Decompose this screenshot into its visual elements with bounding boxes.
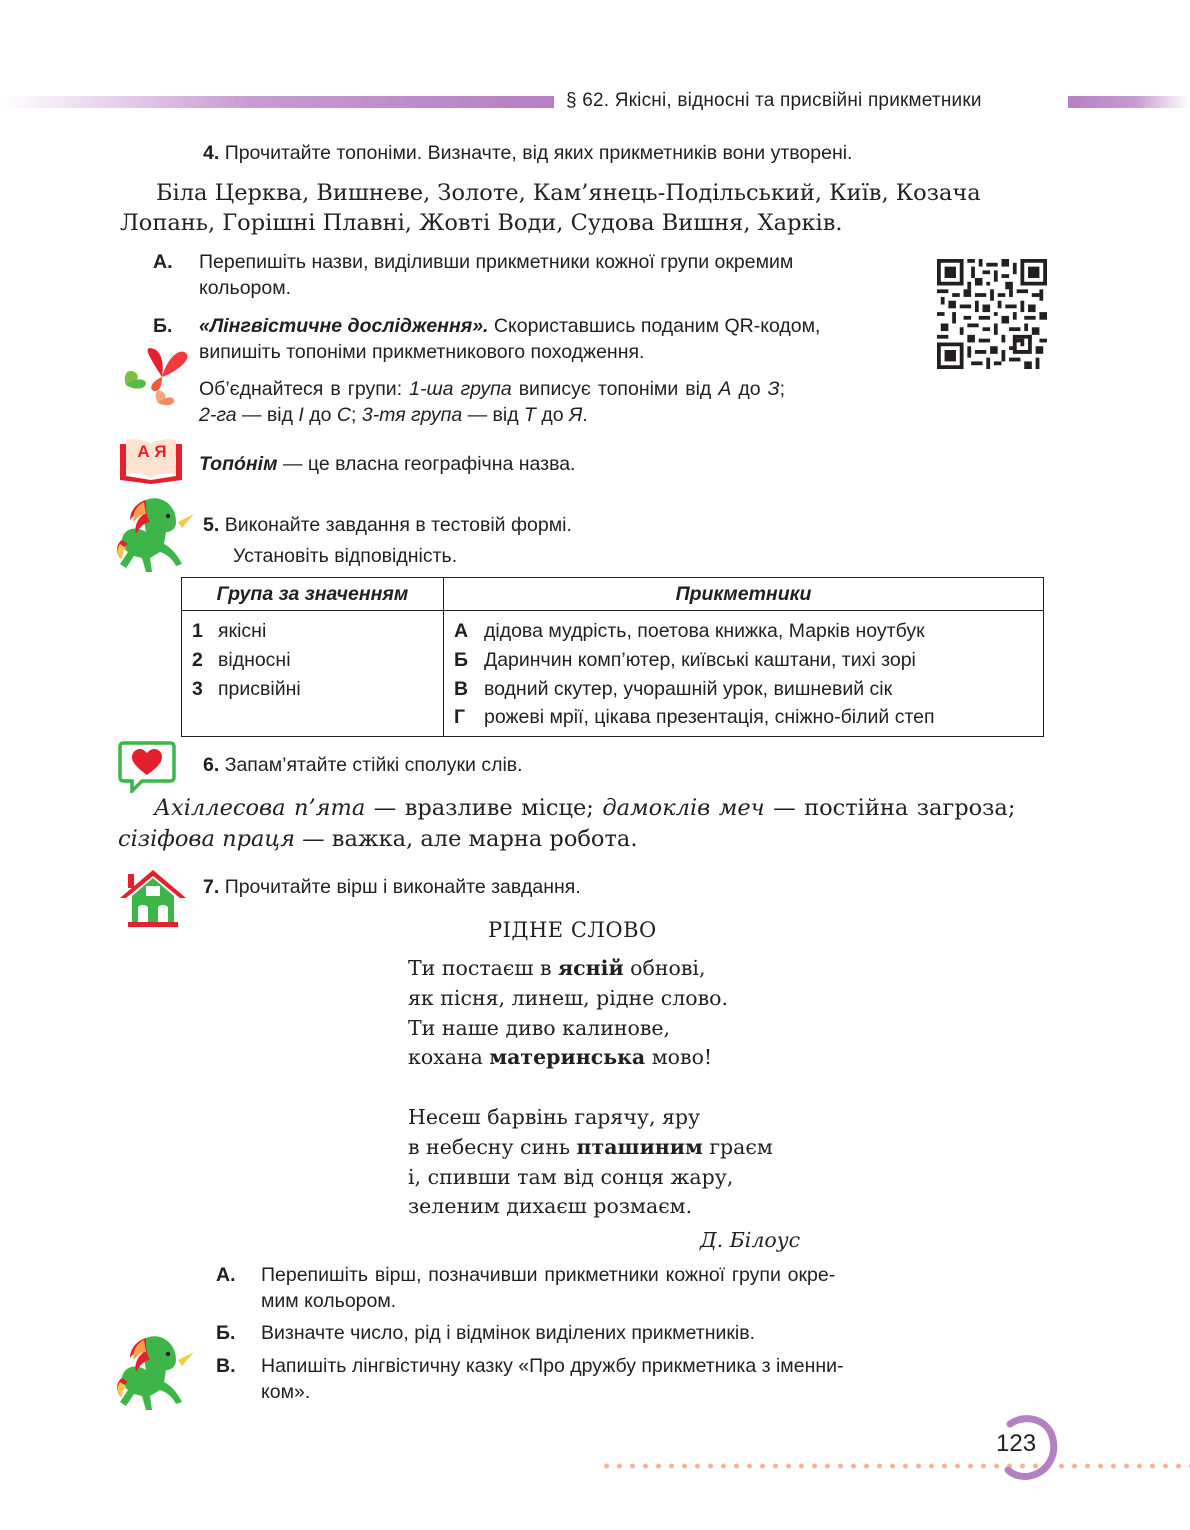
task6-instruction	[203, 752, 523, 778]
options-cell	[444, 611, 1044, 737]
task-instruction: Виконайте завдання в тестовій формі.	[224, 514, 572, 536]
list-item	[454, 646, 1035, 675]
task-number: 4.	[203, 142, 220, 164]
text: Т	[524, 404, 536, 426]
text: граєм	[702, 1134, 773, 1159]
list-item	[192, 675, 435, 704]
subtask-text: Скориставшись поданим QR-кодом,	[488, 315, 821, 337]
text: 3-тя група	[361, 404, 463, 426]
text: мово!	[645, 1045, 713, 1070]
text: в небесну синь	[408, 1134, 577, 1159]
header-bar-right	[1068, 96, 1190, 108]
subtask-text: Визначте число, рід і відмінок виділених прикметників.	[261, 1322, 756, 1344]
subtask-text: випишіть топоніми прикметникового походження.	[199, 341, 645, 363]
text: до	[731, 378, 768, 400]
table-row	[182, 611, 1044, 737]
subtask-letter: А.	[216, 1264, 236, 1286]
text: — від	[462, 404, 525, 426]
list-item	[192, 617, 435, 646]
toponym-definition	[199, 451, 575, 477]
highlighted-word: пташиним	[576, 1134, 703, 1159]
task4-instruction-line	[203, 140, 852, 166]
text: Об’єднайтеся в групи:	[199, 378, 410, 400]
item-letter: В	[454, 677, 469, 700]
unicorn-icon	[116, 1330, 196, 1414]
idiom-meaning: — постійна загроза;	[764, 795, 1016, 821]
highlighted-word: ясній	[558, 956, 624, 980]
task7-subtask-c	[216, 1353, 844, 1405]
text: А	[718, 378, 732, 400]
idiom: сізіфова праця	[118, 826, 295, 852]
item-letter: Г	[454, 706, 466, 729]
unicorn-icon	[116, 492, 196, 576]
item-text: рожеві мрії, цікава презентація, сніжно-білий степ	[484, 706, 935, 729]
table-header: Група за значенням	[182, 578, 444, 611]
task-instruction: Запам’ятайте стійкі сполуки слів.	[224, 754, 523, 776]
idiom-meaning: — важка, але марна робота.	[295, 826, 638, 852]
footer-dots	[600, 1462, 1190, 1470]
subtask-text: Напишіть лінгвістичну казку «Про дружбу прикметника з іменни-	[261, 1355, 844, 1377]
subtask-text: кольором.	[199, 277, 292, 299]
item-text: водний скутер, учорашній урок, вишневий сік	[484, 677, 893, 700]
text: І	[298, 404, 304, 426]
butterflies-icon	[118, 347, 190, 407]
poem-body	[408, 954, 773, 1222]
item-label: відносні	[218, 648, 291, 671]
poem-line: як пісня, линеш, рідне слово.	[408, 985, 729, 1010]
subtask-letter: А.	[153, 251, 173, 273]
task-number: 6.	[203, 754, 220, 776]
item-letter: Б	[454, 648, 469, 671]
toponyms-line: Біла Церква, Вишневе, Золоте, Кам’янець-Подільський, Київ, Козача	[156, 180, 981, 206]
task-instruction: Прочитайте вірш і виконайте завдання.	[224, 876, 581, 898]
subtask-text: Перепишіть назви, виділивши прикметники кожної групи окремим	[199, 251, 794, 273]
poem-title: РІДНЕ СЛОВО	[488, 918, 657, 942]
task-number: 7.	[203, 876, 220, 898]
task-instruction: Прочитайте топоніми. Визначте, від яких прикметників вони утворені.	[224, 142, 853, 164]
heart-speech-icon	[118, 741, 176, 793]
task4-subtask-b	[153, 313, 820, 365]
task7-subtask-a	[216, 1262, 835, 1314]
text: Ти постаєш в	[408, 956, 559, 980]
poem-line: зеленим дихаєш розмаєм.	[408, 1194, 693, 1219]
highlighted-word: материнська	[489, 1045, 646, 1070]
book-letters: А Я	[137, 442, 167, 461]
text: виписує топоніми від	[511, 378, 719, 400]
subtask-text: Перепишіть вірш, позначивши прикметники кожної групи окре-	[261, 1264, 836, 1286]
task4-subtask-a	[153, 249, 793, 301]
item-number: 3	[192, 677, 203, 700]
header-bar-left	[0, 96, 554, 108]
subtask-text: ком».	[261, 1381, 311, 1403]
list-item	[454, 675, 1035, 704]
poem-line	[408, 1043, 773, 1073]
text: 1-ша група	[409, 378, 512, 400]
list-item	[454, 617, 1035, 646]
table-header: Прикметники	[444, 578, 1044, 611]
subtask-text: мим кольором.	[261, 1290, 397, 1312]
matching-table	[181, 577, 1044, 737]
group-instruction	[199, 376, 785, 428]
toponyms-line: Лопань, Горішні Плавні, Жовті Води, Судова Вишня, Харків.	[120, 210, 843, 236]
item-number: 2	[192, 648, 203, 671]
text: С	[336, 404, 351, 426]
list-item	[192, 646, 435, 675]
item-letter: А	[454, 620, 469, 642]
page-number: 123	[996, 1430, 1037, 1457]
subtask-letter: В.	[216, 1355, 236, 1377]
idioms-paragraph	[118, 793, 1016, 855]
task7-subtask-b	[216, 1320, 755, 1346]
definition-term: Топо́нім	[199, 453, 278, 475]
groups-cell	[182, 611, 444, 737]
item-label: якісні	[218, 620, 267, 642]
item-text: дідова мудрість, поетова книжка, Марків ноутбук	[484, 620, 925, 642]
definition-text: — це власна географічна назва.	[277, 453, 576, 475]
task-instruction: Установіть відповідність.	[233, 545, 458, 567]
section-title: § 62. Якісні, відносні та присвійні прикметники	[566, 90, 982, 111]
item-text: Даринчин комп’ютер, київські каштани, тихі зорі	[484, 648, 916, 671]
subtask-letter: Б.	[216, 1322, 236, 1344]
text: 2-га	[199, 404, 237, 426]
house-icon	[118, 866, 188, 928]
subtask-title: «Лінгвістичне дослідження».	[199, 315, 489, 337]
text: ;	[351, 404, 362, 426]
poem-line: і, спивши там від сонця жару,	[408, 1164, 734, 1189]
toponyms-paragraph	[120, 178, 981, 238]
task7-instruction	[203, 874, 581, 900]
text: — від	[236, 404, 299, 426]
task5-instruction	[203, 512, 572, 569]
item-label: присвійні	[218, 677, 301, 700]
text: кохана	[408, 1045, 490, 1070]
text: ;	[779, 378, 785, 400]
text: З	[767, 378, 780, 400]
list-item	[454, 703, 1035, 732]
poem-author: Д. Білоус	[700, 1228, 801, 1252]
subtask-letter: Б.	[153, 315, 173, 337]
text: .	[582, 404, 588, 426]
dictionary-book-icon	[118, 436, 184, 484]
task-number: 5.	[203, 514, 220, 536]
poem-line: Ти наше диво калинове,	[408, 1015, 671, 1040]
qr-code-icon[interactable]	[937, 259, 1047, 369]
text: обнові,	[623, 956, 706, 980]
item-number: 1	[192, 620, 203, 642]
poem-line	[408, 954, 773, 984]
poem-line: Несеш барвінь гарячу, яру	[408, 1104, 701, 1129]
text: до	[303, 404, 337, 426]
idiom: Ахіллесова п’ята	[154, 795, 366, 821]
idiom-meaning: — вразливе місце;	[365, 795, 603, 821]
text: до	[535, 404, 569, 426]
table-header-row	[182, 578, 1044, 611]
text: Я	[569, 404, 583, 426]
poem-line	[408, 1133, 773, 1163]
idiom: дамоклів меч	[602, 795, 765, 821]
